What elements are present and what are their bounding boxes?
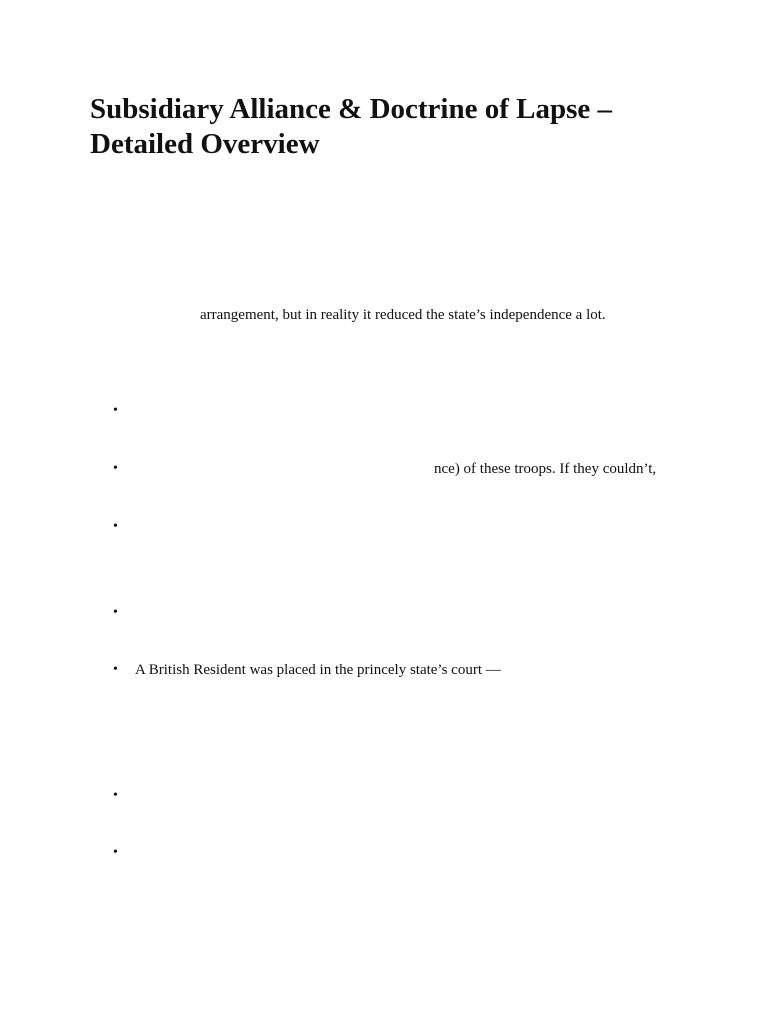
bullet-marker: • — [113, 845, 118, 860]
bullet-marker: • — [113, 662, 118, 677]
bullet-marker: • — [113, 461, 118, 476]
bullet-text-fragment: nce) of these troops. If they couldn’t, — [434, 461, 657, 477]
bullet-marker: • — [113, 605, 118, 620]
bullet-marker: • — [113, 519, 118, 534]
bullet-marker: • — [113, 403, 118, 418]
bullet-text: A British Resident was placed in the princely state’s court — — [135, 662, 501, 678]
paragraph-fragment: arrangement, but in reality it reduced the state’s independence a lot. — [200, 307, 606, 323]
page-title: Subsidiary Alliance & Doctrine of Lapse – Detailed Overview — [90, 93, 613, 160]
bullet-marker: • — [113, 788, 118, 803]
